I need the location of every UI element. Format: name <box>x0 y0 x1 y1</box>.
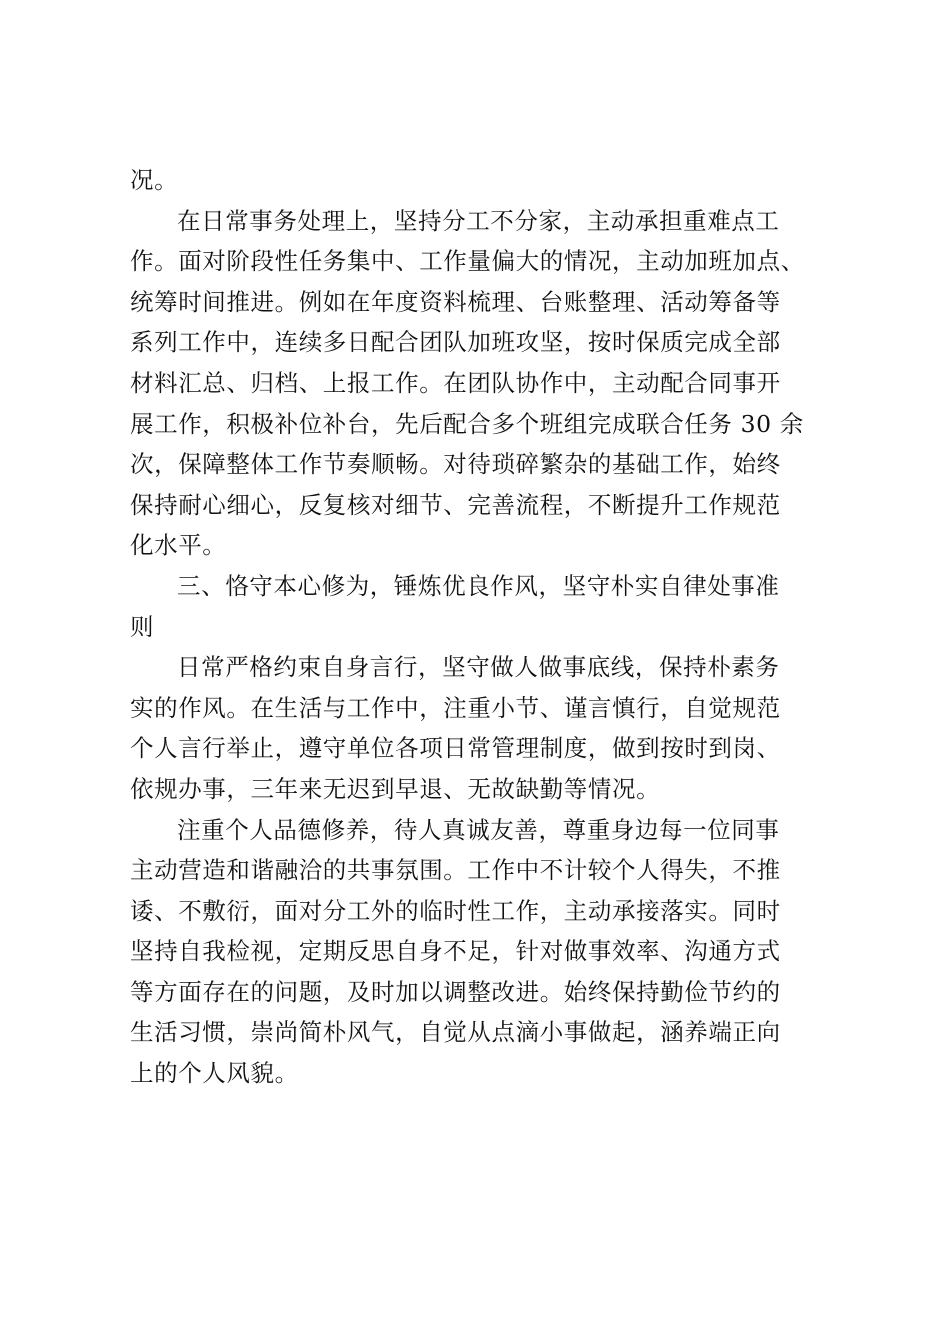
text-line: 日常严格约束自身言行，坚守做人做事底线，保持朴素务 <box>177 653 780 682</box>
text-line: 个人言行举止，遵守单位各项日常管理制度，做到按时到岗、 <box>130 734 781 763</box>
body-text <box>130 160 830 1094</box>
text-line: 况。 <box>130 166 179 194</box>
text-line: 化水平。 <box>130 531 227 560</box>
section-heading-line: 三、恪守本心修为，锤炼优良作风，坚守朴实自律处事准 <box>177 571 780 600</box>
text-line: 次，保障整体工作节奏顺畅。对待琐碎繁杂的基础工作，始终 <box>130 450 781 479</box>
text-line: 实的作风。在生活与工作中，注重小节、谨言慎行，自觉规范 <box>130 693 781 722</box>
text-line: 作。面对阶段性任务集中、工作量偏大的情况，主动加班加点、 <box>130 247 805 276</box>
text-line: 材料汇总、归档、上报工作。在团队协作中，主动配合同事开 <box>130 368 781 397</box>
text-line: 生活习惯，崇尚简朴风气，自觉从点滴小事做起，涵养端正向 <box>130 1018 781 1047</box>
text-line: 等方面存在的问题，及时加以调整改进。始终保持勤俭节约的 <box>130 977 781 1006</box>
text-line: 展工作，积极补位补台，先后配合多个班组完成联合任务 30 余 <box>130 409 804 438</box>
text-line: 系列工作中，连续多日配合团队加班攻坚，按时保质完成全部 <box>130 328 781 357</box>
text-line: 诿、不敷衍，面对分工外的临时性工作，主动承接落实。同时 <box>130 896 781 925</box>
text-line: 依规办事，三年来无迟到早退、无故缺勤等情况。 <box>130 774 661 803</box>
text-line: 统筹时间推进。例如在年度资料梳理、台账整理、活动筹备等 <box>130 287 781 316</box>
text-line: 在日常事务处理上，坚持分工不分家，主动承担重难点工 <box>177 206 780 235</box>
text-line: 主动营造和谐融洽的共事氛围。工作中不计较个人得失，不推 <box>130 856 781 885</box>
text-line: 上的个人风貌。 <box>130 1059 299 1088</box>
text-line: 保持耐心细心，反复核对细节、完善流程，不断提升工作规范 <box>130 490 781 519</box>
section-heading-line: 则 <box>130 612 155 641</box>
text-line: 坚持自我检视，定期反思自身不足，针对做事效率、沟通方式 <box>130 937 781 966</box>
text-line: 注重个人品德修养，待人真诚友善，尊重身边每一位同事 <box>177 815 780 844</box>
